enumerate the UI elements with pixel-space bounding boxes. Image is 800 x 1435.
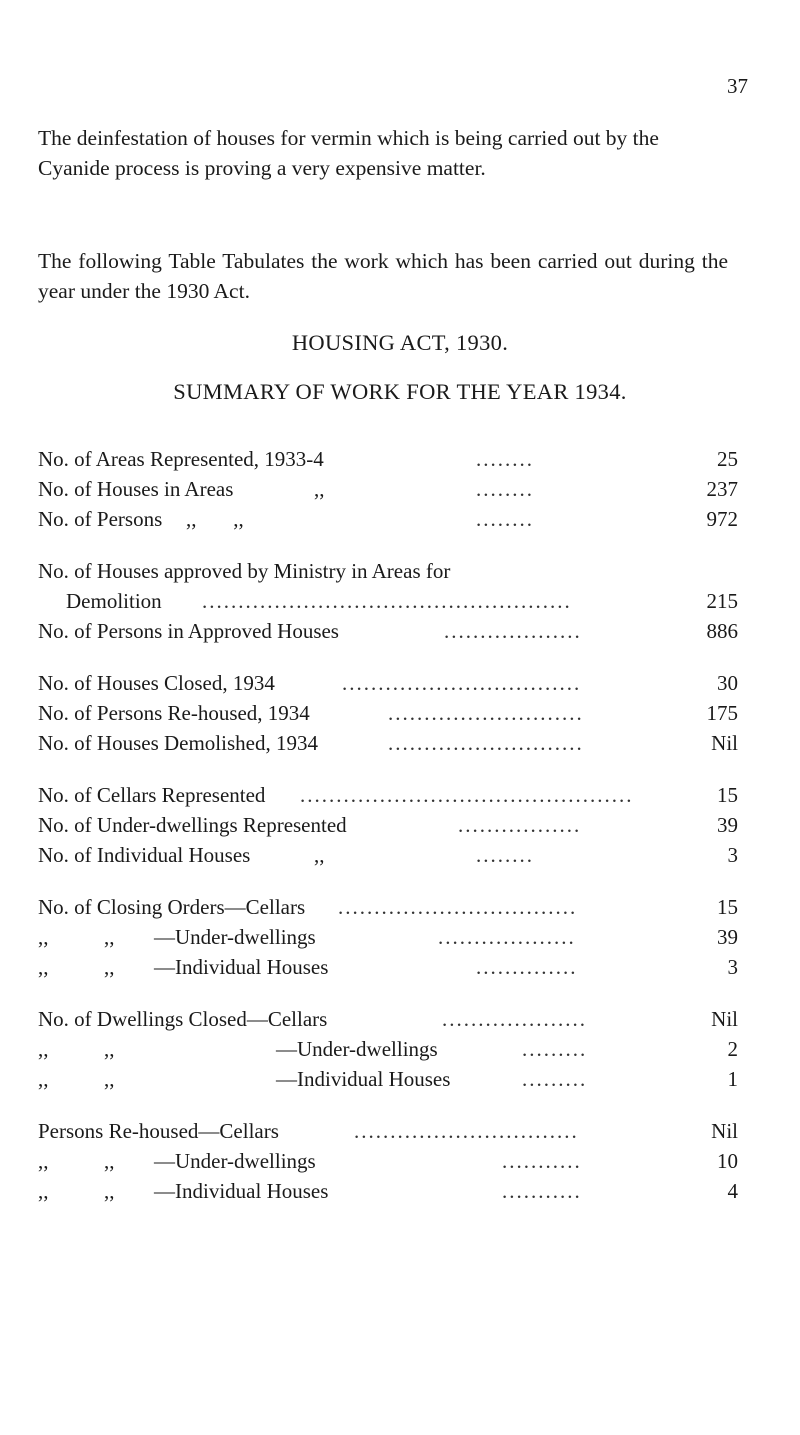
leader-dots: ........ — [476, 507, 534, 531]
summary-table — [38, 444, 738, 1206]
table-row — [38, 504, 738, 534]
table-row — [38, 1146, 738, 1176]
row-value: 3 — [727, 843, 738, 867]
row-value: 30 — [717, 671, 738, 695]
table-row — [38, 1176, 738, 1206]
row-label: No. of Houses in Areas — [38, 477, 234, 501]
row-value: 39 — [717, 813, 738, 837]
leader-dots: ............................... — [354, 1119, 579, 1143]
ditto-mark: ,, — [38, 925, 49, 949]
row-value: Nil — [711, 731, 738, 755]
row-value: 886 — [706, 619, 738, 643]
leader-dots: .................... — [442, 1007, 587, 1031]
table-row — [38, 952, 738, 982]
ditto-mark: ,, — [104, 925, 115, 949]
row-label: No. of Closing Orders—Cellars — [38, 895, 306, 919]
ditto-mark: ,, — [38, 1179, 49, 1203]
row-value: 237 — [706, 477, 738, 501]
row-value: 2 — [727, 1037, 738, 1061]
leader-dots: ................................. — [342, 671, 582, 695]
row-label: No. of Houses Closed, 1934 — [38, 671, 275, 695]
ditto-mark: ,, — [104, 955, 115, 979]
ditto-mark: ,, — [104, 1179, 115, 1203]
leader-dots: ......... — [522, 1037, 588, 1061]
row-label: No. of Persons Re-housed, 1934 — [38, 701, 310, 725]
ditto-mark: ,, — [38, 1037, 49, 1061]
table-row — [38, 444, 738, 474]
leader-dots: ........ — [476, 477, 534, 501]
row-label: No. of Persons — [38, 507, 163, 531]
leader-dots: ................................. — [338, 895, 578, 919]
table-row — [38, 586, 738, 616]
row-value: 15 — [717, 783, 738, 807]
row-value: 1 — [727, 1067, 738, 1091]
row-label: —Individual Houses — [154, 1179, 329, 1203]
table-row — [38, 728, 738, 758]
table-row — [38, 1116, 738, 1146]
table-row — [38, 474, 738, 504]
ditto-mark: ,, — [38, 1067, 49, 1091]
table-row — [38, 922, 738, 952]
row-label: No. of Dwellings Closed—Cellars — [38, 1007, 328, 1031]
row-label: No. of Houses approved by Ministry in Areas for — [38, 559, 451, 583]
row-label: Demolition — [66, 589, 162, 613]
row-label: —Under-dwellings — [154, 1149, 316, 1173]
table-row — [38, 810, 738, 840]
row-label: —Under-dwellings — [276, 1037, 438, 1061]
row-value: 39 — [717, 925, 738, 949]
ditto-mark: ,, — [314, 477, 325, 501]
leader-dots: ................................................... — [202, 589, 572, 613]
row-value: 15 — [717, 895, 738, 919]
table-row — [38, 840, 738, 870]
row-value: 215 — [706, 589, 738, 613]
table-row — [38, 1064, 738, 1094]
leader-dots: ........................... — [388, 701, 584, 725]
row-value: 10 — [717, 1149, 738, 1173]
row-label: —Individual Houses — [276, 1067, 451, 1091]
row-value: 175 — [706, 701, 738, 725]
row-label: —Individual Houses — [154, 955, 329, 979]
leader-dots: .............................................. — [300, 783, 634, 807]
table-intro-paragraph: The following Table Tabulates the work which has been carried out during the year under the 1930 Act. — [38, 249, 728, 303]
act-heading: HOUSING ACT, 1930. — [291, 330, 509, 355]
ditto-mark: ,, — [104, 1067, 115, 1091]
leader-dots: ........ — [476, 447, 534, 471]
table-row — [38, 780, 738, 810]
intro-paragraph: The deinfestation of houses for vermin which is being carried out by the Cyanide process is proving a very expensive matter. — [38, 126, 659, 180]
row-label: No. of Individual Houses — [38, 843, 251, 867]
leader-dots: .............. — [476, 955, 578, 979]
leader-dots: ........... — [502, 1149, 582, 1173]
row-value: 25 — [717, 447, 738, 471]
row-value: 4 — [727, 1179, 738, 1203]
row-value: Nil — [711, 1007, 738, 1031]
page-number: 37 — [727, 74, 748, 98]
leader-dots: ................... — [438, 925, 576, 949]
ditto-mark: ,, ,, — [186, 507, 244, 531]
leader-dots: ......... — [522, 1067, 588, 1091]
leader-dots: ........................... — [388, 731, 584, 755]
leader-dots: ........ — [476, 843, 534, 867]
leader-dots: ........... — [502, 1179, 582, 1203]
summary-heading: SUMMARY OF WORK FOR THE YEAR 1934. — [173, 379, 627, 404]
table-row — [38, 1004, 738, 1034]
table-row — [38, 616, 738, 646]
ditto-mark: ,, — [314, 843, 325, 867]
leader-dots: ................... — [444, 619, 582, 643]
row-label: —Under-dwellings — [154, 925, 316, 949]
ditto-mark: ,, — [38, 955, 49, 979]
table-row — [38, 892, 738, 922]
row-label: No. of Areas Represented, 1933-4 — [38, 447, 324, 471]
row-label: No. of Persons in Approved Houses — [38, 619, 339, 643]
ditto-mark: ,, — [104, 1149, 115, 1173]
row-value: Nil — [711, 1119, 738, 1143]
leader-dots: ................. — [458, 813, 582, 837]
ditto-mark: ,, — [104, 1037, 115, 1061]
row-label: Persons Re-housed—Cellars — [38, 1119, 279, 1143]
ditto-mark: ,, — [38, 1149, 49, 1173]
table-row — [38, 698, 738, 728]
row-label: No. of Under-dwellings Represented — [38, 813, 347, 837]
table-row — [38, 1034, 738, 1064]
row-value: 972 — [706, 507, 738, 531]
table-row — [38, 668, 738, 698]
row-value: 3 — [727, 955, 738, 979]
row-label: No. of Cellars Represented — [38, 783, 266, 807]
table-row — [38, 556, 738, 586]
row-label: No. of Houses Demolished, 1934 — [38, 731, 318, 755]
